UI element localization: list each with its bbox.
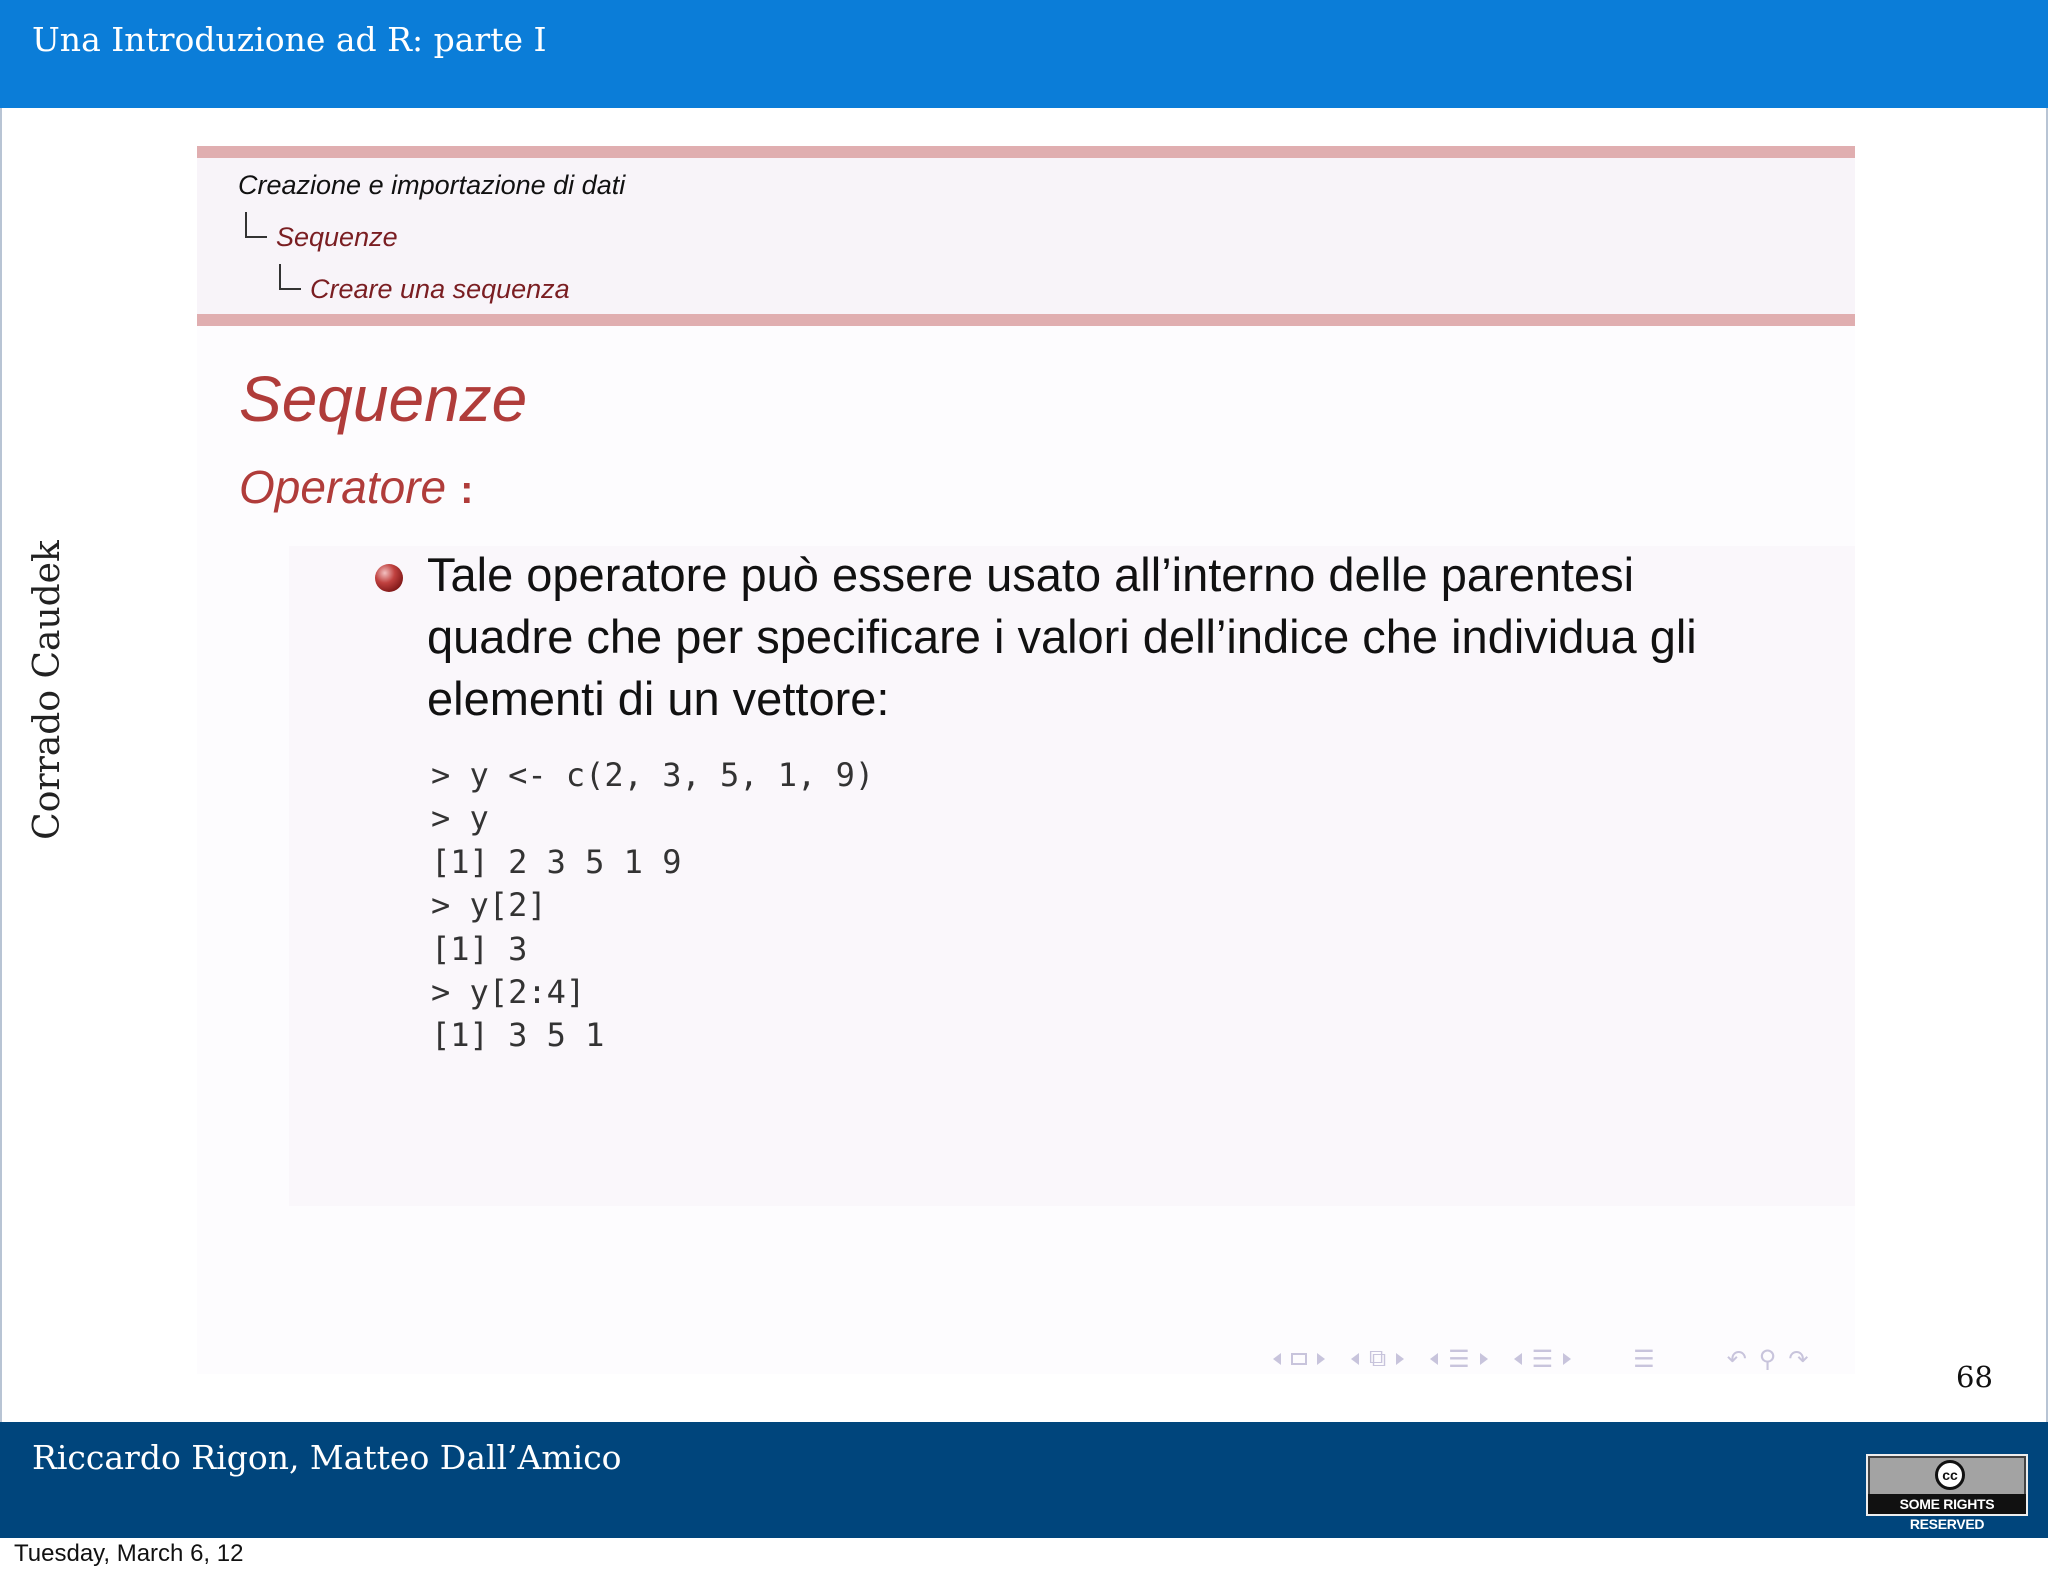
subsection-icon[interactable]: ⧉ [1369, 1345, 1387, 1372]
prev-section-icon[interactable] [1430, 1353, 1438, 1365]
outline-icon[interactable]: ☰ [1633, 1345, 1655, 1373]
prev-frame-icon[interactable] [1273, 1353, 1281, 1365]
section-icon[interactable]: ☰ [1448, 1345, 1470, 1373]
next-frame-icon[interactable] [1317, 1353, 1325, 1365]
footer-authors: Riccardo Rigon, Matteo Dall’Amico [32, 1438, 622, 1477]
tree-branch-icon [279, 264, 301, 290]
next-section-icon[interactable] [1480, 1353, 1488, 1365]
redo-icon[interactable]: ↷ [1788, 1345, 1809, 1373]
next-document-icon[interactable] [1563, 1353, 1571, 1365]
breadcrumb-subsubsection[interactable]: Creare una sequenza [310, 274, 570, 304]
footer-bar [0, 1422, 2048, 1538]
header-rule-bottom [197, 314, 1855, 326]
frame-icon[interactable] [1291, 1353, 1307, 1365]
breadcrumb-subsection[interactable]: Sequenze [276, 222, 398, 252]
bullet-text: Tale operatore può essere usato all’interno delle parentesi quadre che per specificare i valori dell’indice che individua gli elementi di un vettore: [427, 548, 1697, 725]
license-label: SOME RIGHTS RESERVED [1868, 1494, 2026, 1514]
footer-date: Tuesday, March 6, 12 [14, 1540, 244, 1567]
creative-commons-icon: cc [1935, 1460, 1965, 1490]
navigation-bar [1273, 1342, 1818, 1376]
breadcrumb-section[interactable]: Creazione e importazione di dati [238, 170, 626, 200]
cc-license-badge[interactable] [1866, 1454, 2028, 1532]
bullet-ball-icon [375, 564, 403, 592]
prev-subsection-icon[interactable] [1351, 1353, 1359, 1365]
document-icon[interactable]: ☰ [1531, 1345, 1554, 1373]
undo-icon[interactable]: ↶ [1726, 1345, 1747, 1373]
code-block: > y <- c(2, 3, 5, 1, 9) > y [1] 2 3 5 1 9 > y[2] [1] 3 > y[2:4] [1] 3 5 1 [431, 756, 875, 1055]
sidebar-author: Corrado Caudek [27, 540, 68, 840]
subtitle-text: Operatore [239, 461, 447, 513]
tree-branch-icon [245, 212, 267, 238]
subtitle-operator: : [460, 468, 474, 512]
presentation-title: Una Introduzione ad R: parte I [32, 20, 547, 59]
prev-document-icon[interactable] [1514, 1353, 1522, 1365]
slide-title: Sequenze [239, 363, 528, 435]
page-number: 68 [1956, 1360, 1993, 1394]
slide-subtitle [239, 460, 473, 514]
slide [197, 146, 1855, 1374]
next-subsection-icon[interactable] [1396, 1353, 1404, 1365]
search-icon[interactable]: ⚲ [1758, 1345, 1777, 1373]
header-bar [0, 0, 2048, 108]
header-rule-top [197, 146, 1855, 158]
